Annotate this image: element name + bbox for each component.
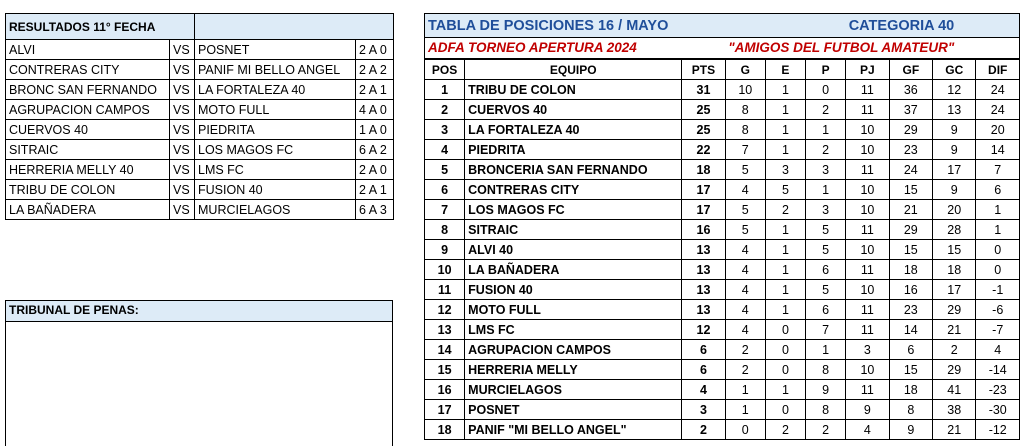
result-score: 1 A 0 — [356, 120, 394, 140]
cell-pj: 11 — [846, 160, 889, 180]
result-vs: VS — [170, 100, 195, 120]
cell-pos: 1 — [425, 80, 465, 100]
cell-gc: 13 — [933, 100, 976, 120]
cell-pts: 25 — [682, 120, 725, 140]
cell-g: 8 — [725, 120, 765, 140]
result-home-team: LA BAÑADERA — [6, 200, 170, 220]
standings-row — [425, 260, 1020, 280]
cell-dif: -1 — [976, 280, 1020, 300]
cell-e: 0 — [765, 400, 805, 420]
result-vs: VS — [170, 180, 195, 200]
cell-gf: 29 — [889, 220, 932, 240]
cell-gc: 9 — [933, 120, 976, 140]
result-home-team: AGRUPACION CAMPOS — [6, 100, 170, 120]
result-away-team: PANIF MI BELLO ANGEL — [195, 60, 356, 80]
cell-pts: 3 — [682, 400, 725, 420]
tribunal-title: TRIBUNAL DE PENAS: — [6, 301, 392, 322]
result-row — [6, 40, 394, 60]
cell-p: 3 — [806, 160, 846, 180]
result-row — [6, 160, 394, 180]
cell-pts: 16 — [682, 220, 725, 240]
cell-dif: -23 — [976, 380, 1020, 400]
result-score: 2 A 0 — [356, 160, 394, 180]
cell-gf: 37 — [889, 100, 932, 120]
cell-pos: 17 — [425, 400, 465, 420]
cell-pj: 11 — [846, 380, 889, 400]
cell-p: 5 — [806, 220, 846, 240]
cell-equipo: BRONCERIA SAN FERNANDO — [465, 160, 682, 180]
cell-dif: 4 — [976, 340, 1020, 360]
cell-pts: 13 — [682, 300, 725, 320]
cell-gf: 8 — [889, 400, 932, 420]
cell-pos: 9 — [425, 240, 465, 260]
result-vs: VS — [170, 40, 195, 60]
cell-e: 1 — [765, 80, 805, 100]
cell-pts: 4 — [682, 380, 725, 400]
cell-g: 4 — [725, 280, 765, 300]
cell-gc: 20 — [933, 200, 976, 220]
result-row — [6, 120, 394, 140]
result-away-team: FUSION 40 — [195, 180, 356, 200]
column-header-dif: DIF — [976, 59, 1020, 80]
cell-gf: 16 — [889, 280, 932, 300]
standings-row — [425, 400, 1020, 420]
result-vs: VS — [170, 200, 195, 220]
cell-dif: 20 — [976, 120, 1020, 140]
cell-pts: 18 — [682, 160, 725, 180]
cell-e: 3 — [765, 160, 805, 180]
cell-pts: 22 — [682, 140, 725, 160]
cell-dif: -7 — [976, 320, 1020, 340]
cell-gf: 18 — [889, 380, 932, 400]
cell-gf: 15 — [889, 180, 932, 200]
cell-p: 2 — [806, 100, 846, 120]
result-row — [6, 80, 394, 100]
cell-pos: 16 — [425, 380, 465, 400]
cell-equipo: SITRAIC — [465, 220, 682, 240]
cell-pos: 18 — [425, 420, 465, 440]
cell-p: 8 — [806, 360, 846, 380]
cell-dif: -12 — [976, 420, 1020, 440]
cell-g: 2 — [725, 360, 765, 380]
result-row — [6, 60, 394, 80]
cell-pj: 11 — [846, 300, 889, 320]
standings-category: CATEGORIA 40 — [846, 14, 1020, 38]
cell-g: 8 — [725, 100, 765, 120]
cell-e: 1 — [765, 280, 805, 300]
result-vs: VS — [170, 160, 195, 180]
cell-gc: 28 — [933, 220, 976, 240]
standings-row — [425, 340, 1020, 360]
result-vs: VS — [170, 140, 195, 160]
result-score: 2 A 2 — [356, 60, 394, 80]
result-row — [6, 100, 394, 120]
cell-pj: 10 — [846, 180, 889, 200]
column-header-gf: GF — [889, 59, 932, 80]
cell-gc: 41 — [933, 380, 976, 400]
cell-equipo: LMS FC — [465, 320, 682, 340]
cell-gf: 29 — [889, 120, 932, 140]
cell-equipo: CONTRERAS CITY — [465, 180, 682, 200]
cell-pos: 2 — [425, 100, 465, 120]
cell-gc: 18 — [933, 260, 976, 280]
cell-pj: 10 — [846, 240, 889, 260]
standings-title-row — [425, 14, 1020, 38]
cell-g: 5 — [725, 200, 765, 220]
standings-row — [425, 420, 1020, 440]
cell-dif: 7 — [976, 160, 1020, 180]
tournament-slogan: "AMIGOS DEL FUTBOL AMATEUR" — [725, 38, 1019, 60]
cell-pos: 3 — [425, 120, 465, 140]
column-header-gc: GC — [933, 59, 976, 80]
result-score: 6 A 2 — [356, 140, 394, 160]
cell-p: 2 — [806, 140, 846, 160]
result-away-team: MURCIELAGOS — [195, 200, 356, 220]
cell-pj: 10 — [846, 280, 889, 300]
cell-gc: 2 — [933, 340, 976, 360]
cell-g: 7 — [725, 140, 765, 160]
cell-equipo: MOTO FULL — [465, 300, 682, 320]
cell-e: 5 — [765, 180, 805, 200]
cell-pos: 11 — [425, 280, 465, 300]
cell-pts: 2 — [682, 420, 725, 440]
result-away-team: POSNET — [195, 40, 356, 60]
column-header-pts: PTS — [682, 59, 725, 80]
results-table — [5, 13, 394, 220]
cell-p: 3 — [806, 200, 846, 220]
cell-g: 4 — [725, 320, 765, 340]
standings-row — [425, 140, 1020, 160]
column-header-pos: POS — [425, 59, 465, 80]
result-away-team: PIEDRITA — [195, 120, 356, 140]
cell-pts: 13 — [682, 260, 725, 280]
cell-p: 9 — [806, 380, 846, 400]
cell-dif: 0 — [976, 260, 1020, 280]
cell-p: 5 — [806, 280, 846, 300]
cell-dif: 1 — [976, 200, 1020, 220]
cell-dif: 1 — [976, 220, 1020, 240]
column-header-g: G — [725, 59, 765, 80]
cell-pos: 10 — [425, 260, 465, 280]
result-vs: VS — [170, 120, 195, 140]
cell-p: 7 — [806, 320, 846, 340]
result-row — [6, 200, 394, 220]
cell-equipo: PANIF "MI BELLO ANGEL" — [465, 420, 682, 440]
standings-row — [425, 80, 1020, 100]
results-header-row — [6, 14, 394, 40]
cell-dif: -30 — [976, 400, 1020, 420]
cell-pos: 8 — [425, 220, 465, 240]
cell-gc: 21 — [933, 320, 976, 340]
cell-p: 2 — [806, 420, 846, 440]
cell-equipo: MURCIELAGOS — [465, 380, 682, 400]
cell-gf: 9 — [889, 420, 932, 440]
cell-gf: 15 — [889, 240, 932, 260]
cell-pts: 13 — [682, 280, 725, 300]
result-home-team: HERRERIA MELLY 40 — [6, 160, 170, 180]
standings-row — [425, 220, 1020, 240]
cell-dif: 0 — [976, 240, 1020, 260]
results-header-blank — [195, 14, 394, 40]
cell-pj: 11 — [846, 260, 889, 280]
cell-pj: 11 — [846, 80, 889, 100]
cell-pj: 11 — [846, 220, 889, 240]
standings-row — [425, 200, 1020, 220]
cell-pj: 4 — [846, 420, 889, 440]
standings-row — [425, 180, 1020, 200]
cell-e: 1 — [765, 380, 805, 400]
column-header-p: P — [806, 59, 846, 80]
cell-e: 0 — [765, 340, 805, 360]
cell-gf: 24 — [889, 160, 932, 180]
cell-gc: 29 — [933, 300, 976, 320]
cell-pos: 13 — [425, 320, 465, 340]
cell-pj: 9 — [846, 400, 889, 420]
cell-e: 0 — [765, 360, 805, 380]
cell-dif: 24 — [976, 100, 1020, 120]
cell-e: 2 — [765, 200, 805, 220]
cell-pos: 4 — [425, 140, 465, 160]
cell-pos: 6 — [425, 180, 465, 200]
standings-row — [425, 160, 1020, 180]
cell-pts: 6 — [682, 360, 725, 380]
cell-equipo: FUSION 40 — [465, 280, 682, 300]
result-away-team: MOTO FULL — [195, 100, 356, 120]
result-score: 6 A 3 — [356, 200, 394, 220]
results-title: RESULTADOS 11° FECHA — [6, 14, 195, 40]
cell-pos: 15 — [425, 360, 465, 380]
cell-gc: 38 — [933, 400, 976, 420]
cell-e: 1 — [765, 100, 805, 120]
cell-gf: 23 — [889, 300, 932, 320]
result-score: 2 A 1 — [356, 180, 394, 200]
cell-p: 5 — [806, 240, 846, 260]
cell-pos: 12 — [425, 300, 465, 320]
result-home-team: SITRAIC — [6, 140, 170, 160]
result-away-team: LMS FC — [195, 160, 356, 180]
standings-row — [425, 360, 1020, 380]
cell-dif: 24 — [976, 80, 1020, 100]
column-header-equipo: EQUIPO — [465, 59, 682, 80]
standings-row — [425, 100, 1020, 120]
standings-row — [425, 280, 1020, 300]
cell-pj: 3 — [846, 340, 889, 360]
cell-pj: 11 — [846, 100, 889, 120]
cell-dif: 14 — [976, 140, 1020, 160]
result-home-team: CONTRERAS CITY — [6, 60, 170, 80]
cell-g: 1 — [725, 400, 765, 420]
standings-row — [425, 320, 1020, 340]
cell-dif: 6 — [976, 180, 1020, 200]
standings-column-headers — [425, 59, 1020, 80]
cell-p: 1 — [806, 180, 846, 200]
standings-row — [425, 380, 1020, 400]
cell-g: 1 — [725, 380, 765, 400]
cell-gc: 12 — [933, 80, 976, 100]
result-home-team: BRONC SAN FERNANDO — [6, 80, 170, 100]
cell-p: 8 — [806, 400, 846, 420]
cell-equipo: ALVI 40 — [465, 240, 682, 260]
cell-gf: 21 — [889, 200, 932, 220]
cell-pts: 25 — [682, 100, 725, 120]
standings-row — [425, 300, 1020, 320]
cell-pts: 31 — [682, 80, 725, 100]
cell-gc: 17 — [933, 280, 976, 300]
result-away-team: LOS MAGOS FC — [195, 140, 356, 160]
cell-pj: 10 — [846, 200, 889, 220]
cell-g: 0 — [725, 420, 765, 440]
cell-p: 6 — [806, 260, 846, 280]
result-row — [6, 140, 394, 160]
cell-gf: 15 — [889, 360, 932, 380]
cell-equipo: LA BAÑADERA — [465, 260, 682, 280]
column-header-pj: PJ — [846, 59, 889, 80]
cell-gc: 9 — [933, 180, 976, 200]
cell-equipo: POSNET — [465, 400, 682, 420]
cell-equipo: AGRUPACION CAMPOS — [465, 340, 682, 360]
result-score: 2 A 1 — [356, 80, 394, 100]
cell-g: 4 — [725, 300, 765, 320]
cell-e: 1 — [765, 220, 805, 240]
cell-p: 6 — [806, 300, 846, 320]
cell-g: 5 — [725, 220, 765, 240]
cell-g: 5 — [725, 160, 765, 180]
result-vs: VS — [170, 80, 195, 100]
cell-equipo: LA FORTALEZA 40 — [465, 120, 682, 140]
cell-pj: 10 — [846, 140, 889, 160]
cell-e: 0 — [765, 320, 805, 340]
standings-table — [424, 13, 1020, 440]
cell-gc: 15 — [933, 240, 976, 260]
cell-pos: 14 — [425, 340, 465, 360]
cell-pj: 11 — [846, 320, 889, 340]
cell-equipo: LOS MAGOS FC — [465, 200, 682, 220]
cell-g: 4 — [725, 260, 765, 280]
cell-g: 4 — [725, 180, 765, 200]
cell-p: 1 — [806, 120, 846, 140]
cell-pts: 17 — [682, 180, 725, 200]
cell-pts: 12 — [682, 320, 725, 340]
result-score: 2 A 0 — [356, 40, 394, 60]
cell-pos: 7 — [425, 200, 465, 220]
result-away-team: LA FORTALEZA 40 — [195, 80, 356, 100]
standings-row — [425, 240, 1020, 260]
cell-gf: 18 — [889, 260, 932, 280]
cell-e: 1 — [765, 140, 805, 160]
cell-pts: 6 — [682, 340, 725, 360]
standings-subtitle-row — [425, 38, 1020, 60]
cell-e: 1 — [765, 240, 805, 260]
tribunal-box — [5, 300, 393, 446]
column-header-e: E — [765, 59, 805, 80]
cell-gf: 6 — [889, 340, 932, 360]
cell-pj: 10 — [846, 360, 889, 380]
result-vs: VS — [170, 60, 195, 80]
cell-equipo: HERRERIA MELLY — [465, 360, 682, 380]
standings-row — [425, 120, 1020, 140]
cell-gc: 21 — [933, 420, 976, 440]
tournament-name: ADFA TORNEO APERTURA 2024 — [425, 38, 726, 60]
cell-pts: 17 — [682, 200, 725, 220]
cell-pts: 13 — [682, 240, 725, 260]
cell-equipo: PIEDRITA — [465, 140, 682, 160]
cell-gc: 29 — [933, 360, 976, 380]
cell-p: 0 — [806, 80, 846, 100]
cell-gc: 17 — [933, 160, 976, 180]
cell-equipo: CUERVOS 40 — [465, 100, 682, 120]
cell-e: 1 — [765, 300, 805, 320]
cell-equipo: TRIBU DE COLON — [465, 80, 682, 100]
cell-e: 2 — [765, 420, 805, 440]
result-row — [6, 180, 394, 200]
cell-dif: -14 — [976, 360, 1020, 380]
cell-e: 1 — [765, 260, 805, 280]
cell-p: 1 — [806, 340, 846, 360]
result-score: 4 A 0 — [356, 100, 394, 120]
cell-pos: 5 — [425, 160, 465, 180]
cell-pj: 10 — [846, 120, 889, 140]
cell-dif: -6 — [976, 300, 1020, 320]
standings-title: TABLA DE POSICIONES 16 / MAYO — [425, 14, 846, 38]
result-home-team: CUERVOS 40 — [6, 120, 170, 140]
cell-e: 1 — [765, 120, 805, 140]
cell-g: 10 — [725, 80, 765, 100]
cell-g: 4 — [725, 240, 765, 260]
cell-gf: 23 — [889, 140, 932, 160]
cell-gf: 36 — [889, 80, 932, 100]
cell-g: 2 — [725, 340, 765, 360]
result-home-team: TRIBU DE COLON — [6, 180, 170, 200]
cell-gc: 9 — [933, 140, 976, 160]
cell-gf: 14 — [889, 320, 932, 340]
result-home-team: ALVI — [6, 40, 170, 60]
